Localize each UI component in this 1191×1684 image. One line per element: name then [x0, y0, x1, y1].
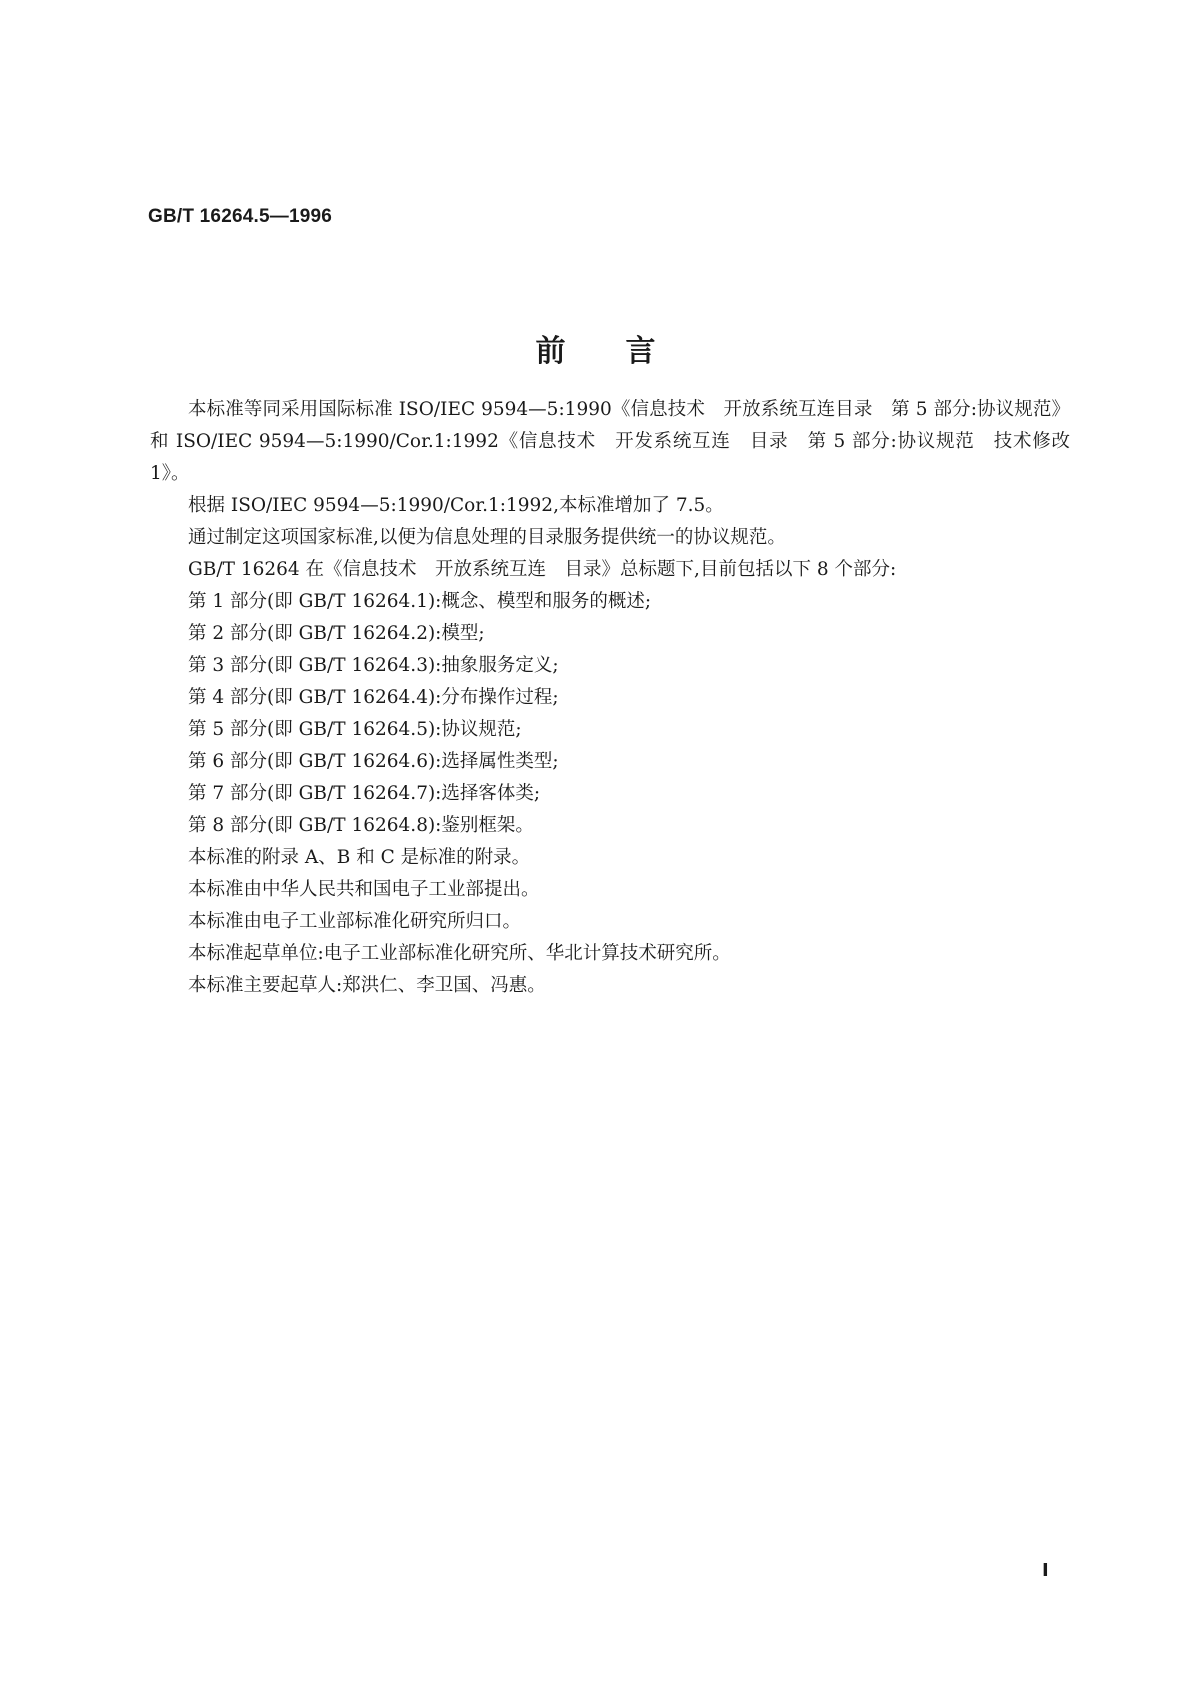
list-item-part-6: 第 6 部分(即 GB/T 16264.6):选择属性类型; [188, 751, 559, 772]
list-item-part-5: 第 5 部分(即 GB/T 16264.5):协议规范; [188, 719, 522, 740]
list-item-part-4: 第 4 部分(即 GB/T 16264.4):分布操作过程; [188, 687, 559, 708]
paragraph-drafting-units: 本标准起草单位:电子工业部标准化研究所、华北计算技术研究所。 [188, 943, 731, 964]
paragraph-proposer: 本标准由中华人民共和国电子工业部提出。 [188, 879, 540, 900]
page-number: I [1042, 1560, 1049, 1581]
standard-code-header: GB/T 16264.5—1996 [148, 206, 333, 227]
paragraph-administrator: 本标准由电子工业部标准化研究所归口。 [188, 911, 522, 932]
list-item-part-8: 第 8 部分(即 GB/T 16264.8):鉴别框架。 [188, 815, 534, 836]
list-item-part-2: 第 2 部分(即 GB/T 16264.2):模型; [188, 623, 485, 644]
paragraph-drafters: 本标准主要起草人:郑洪仁、李卫国、冯惠。 [188, 975, 546, 996]
page-title: 前言 [535, 334, 716, 369]
list-item-part-3: 第 3 部分(即 GB/T 16264.3):抽象服务定义; [188, 655, 559, 676]
preface-body [150, 394, 1070, 1002]
paragraph-amendment: 根据 ISO/IEC 9594—5:1990/Cor.1:1992,本标准增加了 7.5。 [188, 495, 724, 516]
list-item-part-7: 第 7 部分(即 GB/T 16264.7):选择客体类; [188, 783, 541, 804]
paragraph-purpose: 通过制定这项国家标准,以便为信息处理的目录服务提供统一的协议规范。 [188, 527, 786, 548]
paragraph-parts-intro: GB/T 16264 在《信息技术 开放系统互连 目录》总标题下,目前包括以下 8 个部分: [188, 559, 897, 580]
paragraph-appendices: 本标准的附录 A、B 和 C 是标准的附录。 [188, 847, 531, 868]
list-item-part-1: 第 1 部分(即 GB/T 16264.1):概念、模型和服务的概述; [188, 591, 652, 612]
paragraph-adoption-statement: 本标准等同采用国际标准 ISO/IEC 9594—5:1990《信息技术 开放系统互连目录 第 5 部分:协议规范》和 ISO/IEC 9594—5:1990/Cor.1:1992《信息技术 开发系统互连 目录 第 5 部分:协议规范 技术修改 1》。 [150, 399, 1070, 484]
